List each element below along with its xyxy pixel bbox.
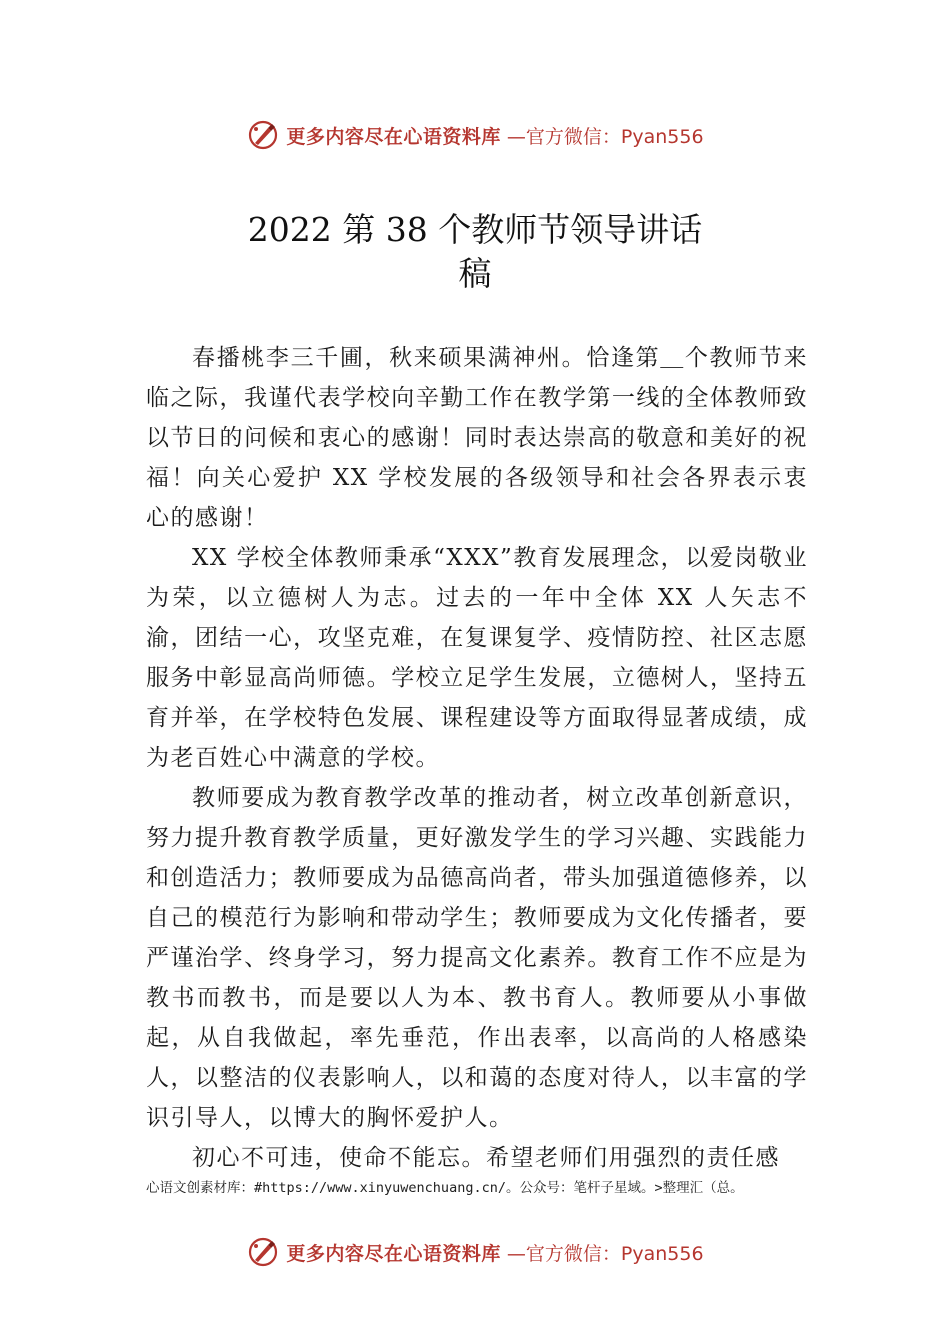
watermark-sub-text: —官方微信：Pyan556	[506, 1242, 704, 1265]
paragraph-2: XX 学校全体教师秉承“XXX”教育发展理念，以爱岗敬业为荣，以立德树人为志。过去的一年中全体 XX 人矢志不渝，团结一心，攻坚克难，在复课复学、疫情防控、社区志愿服务中彰显高尚师德。学校立足学生发展，立德树人，坚持五育并举，在学校特色发展、课程建设等方面取得显著成绩，成为老百姓心中满意的学校。	[146, 545, 808, 771]
title-line-2: 稿	[458, 254, 492, 293]
watermark-main-text: 更多内容尽在心语资料库	[286, 1242, 501, 1265]
document-body	[146, 338, 808, 1178]
header-watermark	[0, 115, 950, 155]
document-title	[0, 208, 950, 296]
paragraph-3: 教师要成为教育教学改革的推动者，树立改革创新意识，努力提升教育教学质量，更好激发学生的学习兴趣、实践能力和创造活力；教师要成为品德高尚者，带头加强道德修养，以自己的模范行为影响和带动学生；教师要成为文化传播者，要严谨治学、终身学习，努力提高文化素养。教育工作不应是为教书而教书，而是要以人为本、教书育人。教师要从小事做起，从自我做起，率先垂范，作出表率，以高尚的人格感染人，以整洁的仪表影响人，以和蔼的态度对待人，以丰富的学识引导人，以博大的胸怀爱护人。	[146, 785, 808, 1131]
paragraph-4: 初心不可违，使命不能忘。希望老师们用强烈的责任感	[192, 1145, 780, 1171]
title-line-1: 2022 第 38 个教师节领导讲话	[247, 210, 703, 249]
watermark-sub-text: —官方微信：Pyan556	[506, 125, 704, 148]
footer-source-note: 心语文创素材库：#https://www.xinyuwenchuang.cn/。公众号：笔杆子星域。>整理汇（总。	[146, 1180, 744, 1196]
pen-logo-icon	[246, 118, 280, 152]
footer-watermark	[0, 1232, 950, 1272]
watermark-main-text: 更多内容尽在心语资料库	[286, 125, 501, 148]
paragraph-1: 春播桃李三千圃，秋来硕果满神州。恰逢第＿个教师节来临之际，我谨代表学校向辛勤工作在教学第一线的全体教师致以节日的问候和衷心的感谢！同时表达崇高的敬意和美好的祝福！向关心爱护 XX 学校发展的各级领导和社会各界表示衷心的感谢！	[146, 345, 808, 531]
pen-logo-icon	[246, 1235, 280, 1269]
